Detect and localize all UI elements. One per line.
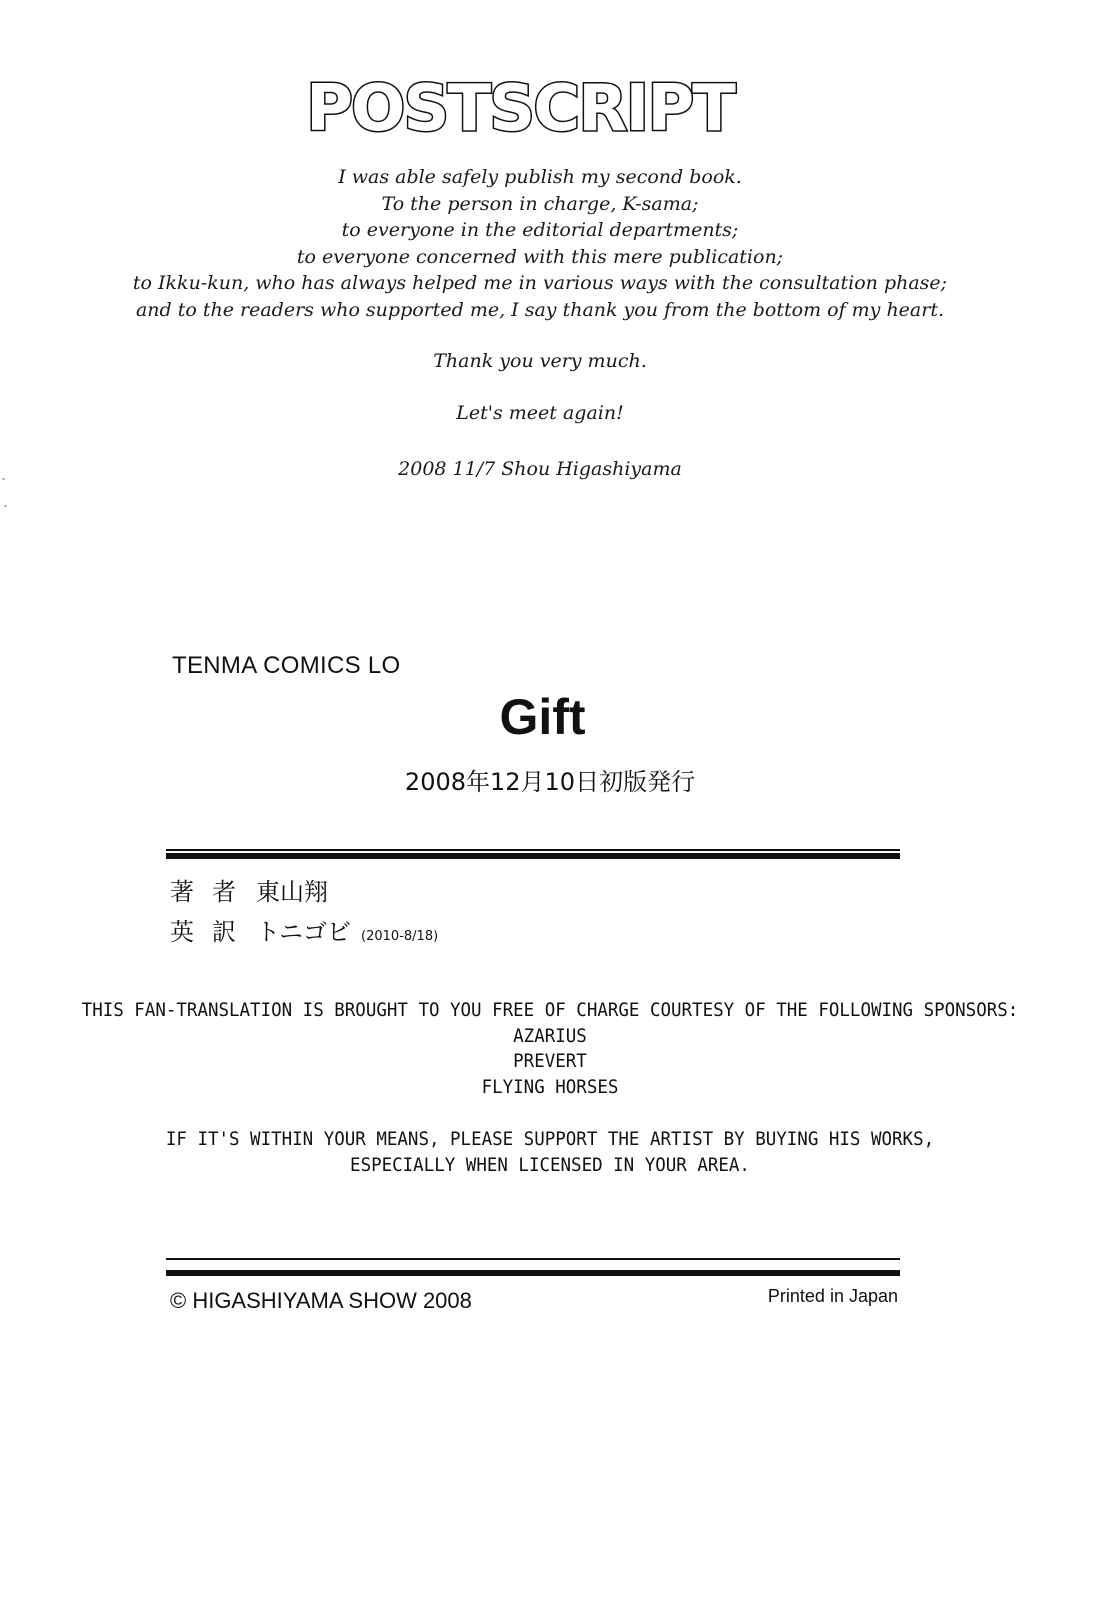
thanks-line: Thank you very much. bbox=[433, 350, 647, 372]
translator-credit bbox=[170, 912, 438, 947]
signature-line: 2008 11/7 Shou Higashiyama bbox=[398, 458, 682, 480]
sponsor-name: FLYING HORSES bbox=[481, 1075, 619, 1098]
scan-speck bbox=[4, 505, 7, 507]
translation-date: (2010-8/18) bbox=[361, 929, 439, 944]
message-line: to Ikku-kun, who has always helped me in various ways with the consultation phase; bbox=[132, 272, 948, 294]
divider-rule bbox=[166, 849, 900, 851]
sponsor-name: AZARIUS bbox=[513, 1024, 587, 1047]
support-notice bbox=[44, 1126, 1056, 1178]
message-line: and to the readers who supported me, I say thank you from the bottom of my heart. bbox=[135, 298, 945, 321]
divider-rule bbox=[166, 853, 900, 859]
postscript-heading: POSTSCRIPT bbox=[306, 72, 734, 146]
message-line: I was able safely publish my second book. bbox=[338, 166, 742, 188]
publication-date: 2008年12月10日初版発行 bbox=[404, 768, 696, 796]
sponsors-block bbox=[44, 998, 1056, 1100]
author-credit bbox=[170, 872, 328, 907]
copyright-notice: © HIGASHIYAMA SHOW 2008 bbox=[170, 1288, 472, 1313]
scan-speck bbox=[2, 478, 5, 480]
sponsors-intro: THIS FAN-TRANSLATION IS BROUGHT TO YOU FREE OF CHARGE COURTESY OF THE FOLLOWING SPONSORS: bbox=[81, 999, 1019, 1021]
printed-in-notice: Printed in Japan bbox=[767, 1286, 898, 1306]
message-line: to everyone in the editorial departments; bbox=[341, 219, 739, 241]
message-line: to everyone concerned with this mere publication; bbox=[296, 245, 784, 268]
sponsor-name: PREVERT bbox=[513, 1050, 587, 1072]
book-title: Gift bbox=[499, 689, 586, 745]
message-line: To the person in charge, K-sama; bbox=[381, 192, 699, 215]
support-line: ESPECIALLY WHEN LICENSED IN YOUR AREA. bbox=[350, 1154, 750, 1176]
postscript-message bbox=[100, 164, 980, 323]
translator-name: トニゴビ bbox=[256, 918, 352, 946]
translator-role: 英訳 bbox=[170, 918, 254, 946]
series-name: TENMA COMICS LO bbox=[172, 652, 401, 679]
divider-rule bbox=[166, 1270, 900, 1276]
support-line: IF IT'S WITHIN YOUR MEANS, PLEASE SUPPORT THE ARTIST BY BUYING HIS WORKS, bbox=[165, 1128, 935, 1150]
divider-rule bbox=[166, 1258, 900, 1260]
meet-again-line: Let's meet again! bbox=[456, 402, 624, 424]
author-name: 東山翔 bbox=[256, 878, 328, 906]
author-role: 著者 bbox=[170, 878, 254, 906]
